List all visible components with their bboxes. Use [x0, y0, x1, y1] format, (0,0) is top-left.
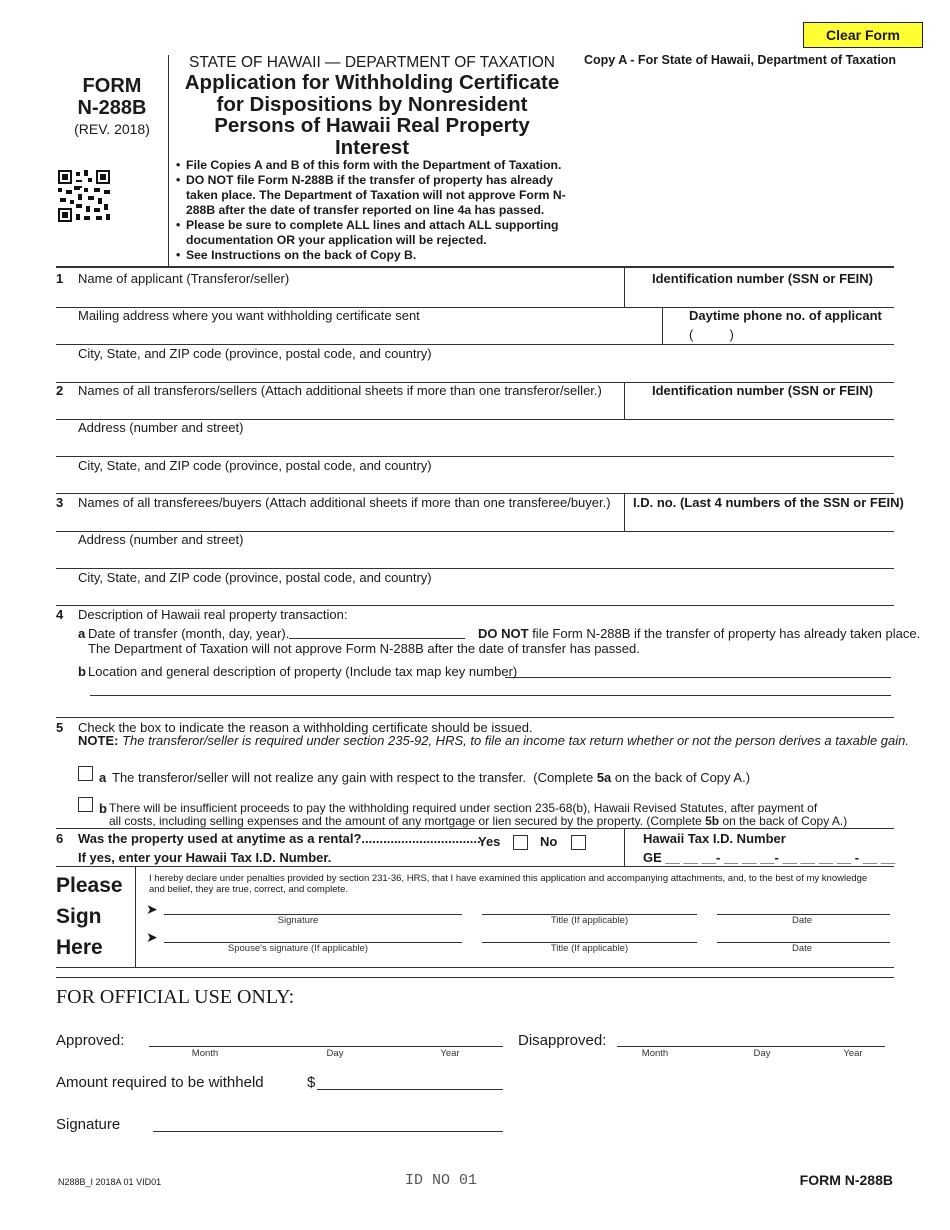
row-rule — [56, 456, 894, 457]
reason-5a-end: on the back of Copy A.) — [611, 770, 751, 785]
form-title — [170, 72, 574, 158]
reason-5b-ref: 5b — [705, 814, 720, 828]
transferee-id-input[interactable] — [632, 511, 894, 531]
property-location-input[interactable] — [506, 660, 894, 678]
form-number: N-288B — [77, 97, 147, 119]
header-rule — [56, 266, 894, 268]
title-input[interactable] — [483, 898, 700, 915]
footer-code: N288B_I 2018A 01 VID01 — [58, 1177, 162, 1187]
disapproved-label: Disapproved: — [518, 1032, 607, 1049]
day-caption: Day — [753, 1048, 771, 1059]
row-rule — [56, 967, 894, 968]
notice-text: file Form N-288B if the transfer of property has already taken place. — [532, 626, 921, 641]
row-rule — [56, 493, 894, 494]
transferor-city-input[interactable] — [78, 474, 894, 494]
note-text: The transferor/seller is required under section 235-92, HRS, to file an income tax return whether or not the person derives a taxable gain. — [122, 733, 909, 748]
here-text: Here — [56, 936, 103, 959]
instruction-item: • See Instructions on the back of Copy B. — [176, 248, 576, 263]
notice-bold: DO NOT — [478, 626, 529, 641]
rental-no-checkbox[interactable] — [571, 835, 586, 850]
tax-id-format[interactable]: GE __ __ __- __ __ __- __ __ __ __ - __ __ — [643, 850, 896, 865]
rental-yes-checkbox[interactable] — [513, 835, 528, 850]
address-label: Address (number and street) — [78, 420, 244, 435]
phone-label: Daytime phone no. of applicant — [689, 308, 882, 323]
applicant-id-label: Identification number (SSN or FEIN) — [652, 271, 874, 286]
form-id-block — [58, 75, 166, 139]
agency-name: STATE OF HAWAII — DEPARTMENT OF TAXATION — [189, 54, 555, 71]
transferees-label: Names of all transferees/buyers (Attach additional sheets if more than one transferee/buyer.) — [78, 495, 611, 510]
month-caption: Month — [641, 1048, 669, 1059]
row-rule — [56, 866, 894, 867]
line-number: 3 — [56, 495, 64, 510]
amount-input[interactable] — [318, 1071, 506, 1090]
reason-5a-main: The transferor/seller will not realize any gain with respect to the transfer. (Complete — [112, 770, 597, 785]
instructions-list — [176, 158, 576, 263]
reason-note — [78, 733, 909, 748]
spouse-date-input[interactable] — [718, 926, 893, 943]
title-line: Persons of Hawaii Real Property — [214, 114, 530, 137]
no-label: No — [540, 834, 558, 849]
line-number: 6 — [56, 831, 64, 846]
line-number: 2 — [56, 383, 64, 398]
instruction-item: • File Copies A and B of this form with the Department of Taxation. — [176, 158, 576, 173]
reason-5b-line2 — [109, 814, 847, 828]
transferors-input[interactable] — [78, 399, 622, 419]
transfer-date-input[interactable] — [290, 621, 468, 639]
transfer-date-label: Date of transfer (month, day, year). — [88, 626, 290, 641]
reason-5b-line1: There will be insufficient proceeds to pay the withholding required under section 235-68(b), Hawaii Revised Statutes, after payment of — [109, 801, 818, 815]
line-letter: a — [78, 626, 86, 641]
form-revision: (REV. 2018) — [74, 121, 150, 137]
row-rule — [56, 605, 894, 606]
address-label: Address (number and street) — [78, 532, 244, 547]
transferor-id-input[interactable] — [632, 399, 894, 419]
applicant-city-input[interactable] — [78, 362, 894, 382]
transferees-input[interactable] — [78, 511, 622, 531]
reason-5b-checkbox[interactable] — [78, 797, 93, 812]
spouse-signature-input[interactable] — [165, 926, 465, 943]
title-line: Interest — [334, 135, 410, 159]
approval-notice: The Department of Taxation will not approve Form N-288B after the date of transfer has passed. — [88, 641, 640, 656]
spouse-signature-caption: Spouse's signature (If applicable) — [227, 943, 369, 954]
property-location-label: Location and general description of property (Include tax map key number) — [88, 664, 518, 679]
transferor-address-input[interactable] — [78, 436, 894, 456]
line-letter: b — [78, 664, 86, 679]
dollar-sign: $ — [307, 1074, 316, 1091]
row-rule — [56, 828, 894, 829]
row-rule — [56, 344, 894, 345]
phone-area-code: ( ) — [689, 327, 734, 342]
footer-id: ID NO 01 — [405, 1172, 478, 1189]
phone-input[interactable] — [745, 325, 894, 345]
day-caption: Day — [326, 1048, 344, 1059]
official-signature-label: Signature — [56, 1116, 121, 1133]
official-signature-input[interactable] — [154, 1113, 506, 1132]
official-use-heading: FOR OFFICIAL USE ONLY: — [56, 986, 295, 1008]
reason-intro: Check the box to indicate the reason a withholding certificate should be issued. — [78, 720, 533, 735]
yes-label: Yes — [478, 834, 501, 849]
reason-5b-end: on the back of Copy A.) — [719, 814, 848, 828]
title-caption: Title (If applicable) — [550, 915, 629, 926]
reason-5a-ref: 5a — [596, 770, 612, 785]
transferor-id-label: Identification number (SSN or FEIN) — [652, 383, 874, 398]
applicant-name-input[interactable] — [78, 287, 622, 307]
row-rule — [56, 977, 894, 978]
divider — [135, 866, 136, 968]
date-caption: Date — [791, 943, 813, 954]
sign-text: Sign — [56, 905, 102, 928]
note-bold: NOTE: — [78, 733, 119, 748]
tax-id-instruction: If yes, enter your Hawaii Tax I.D. Number. — [78, 850, 332, 865]
row-rule — [56, 568, 894, 569]
city-label: City, State, and ZIP code (province, postal code, and country) — [78, 346, 432, 361]
transferee-id-label: I.D. no. (Last 4 numbers of the SSN or FEIN) — [633, 495, 904, 510]
year-caption: Year — [843, 1048, 863, 1059]
divider — [624, 828, 625, 866]
row-rule — [56, 717, 894, 718]
form-label: FORM — [82, 75, 142, 97]
applicant-id-input[interactable] — [632, 287, 894, 307]
date-caption: Date — [791, 915, 813, 926]
mailing-address-label: Mailing address where you want withholding certificate sent — [78, 308, 420, 323]
declaration-text: I hereby declare under penalties provided by section 231-36, HRS, that I have examined this application and accompanying attachments, and, to the best of my knowledge and belief, they are true, correct, and complete. — [149, 873, 868, 895]
clear-form-button[interactable]: Clear Form — [803, 22, 923, 48]
city-label: City, State, and ZIP code (province, postal code, and country) — [78, 570, 432, 585]
title-line: Application for Withholding Certificate — [184, 71, 560, 94]
transferors-label: Names of all transferors/sellers (Attach additional sheets if more than one transferor/seller.) — [78, 383, 602, 398]
date-input[interactable] — [718, 898, 893, 915]
divider — [624, 268, 625, 308]
divider — [624, 382, 625, 420]
city-label: City, State, and ZIP code (province, postal code, and country) — [78, 458, 432, 473]
arrow-icon: ➤ — [146, 929, 158, 945]
line-letter: b — [99, 801, 107, 816]
qr-code-icon — [58, 170, 110, 222]
line-letter: a — [99, 770, 107, 785]
divider — [624, 493, 625, 531]
instruction-item: • DO NOT file Form N-288B if the transfer of property has already taken place. The Department of Taxation will not approve Form N-288B after the date of transfer reported on line 4a has passed. — [176, 173, 576, 218]
transferee-city-input[interactable] — [78, 586, 894, 606]
approved-date-input[interactable] — [150, 1028, 506, 1047]
arrow-icon: ➤ — [146, 901, 158, 917]
title-line: for Dispositions by Nonresident — [216, 92, 528, 116]
line-number: 4 — [56, 607, 64, 622]
sign-here-heading — [56, 870, 123, 963]
reason-5b-main: all costs, including selling expenses and the amount of any mortgage or lien secured by the property. (Complete — [109, 814, 706, 828]
line-number: 5 — [56, 720, 64, 735]
month-caption: Month — [191, 1048, 219, 1059]
divider — [662, 308, 663, 344]
amount-withheld-label: Amount required to be withheld — [56, 1074, 264, 1091]
applicant-name-label: Name of applicant (Transferor/seller) — [78, 271, 290, 286]
rental-question: Was the property used at anytime as a rental?................................. — [78, 831, 481, 846]
footer-form-number: FORM N-288B — [799, 1172, 893, 1188]
header-divider — [168, 55, 169, 268]
tax-id-label: Hawaii Tax I.D. Number — [643, 831, 786, 846]
title-caption: Title (If applicable) — [550, 943, 629, 954]
reason-5a-checkbox[interactable] — [78, 766, 93, 781]
instruction-item: • Please be sure to complete ALL lines and attach ALL supporting documentation OR your application will be rejected. — [176, 218, 576, 248]
spouse-title-input[interactable] — [483, 926, 700, 943]
mailing-address-input[interactable] — [78, 324, 660, 344]
year-caption: Year — [440, 1048, 460, 1059]
property-desc-input[interactable] — [90, 678, 894, 696]
please-text: Please — [56, 874, 123, 897]
reason-5a-text — [112, 770, 750, 785]
line-number: 1 — [56, 271, 64, 286]
copy-a-label: Copy A - For State of Hawaii, Department of Taxation — [584, 53, 897, 67]
signature-caption: Signature — [277, 915, 319, 926]
transfer-date-notice — [478, 626, 920, 641]
disapproved-date-input[interactable] — [618, 1028, 888, 1047]
signature-input[interactable] — [165, 898, 465, 915]
approved-label: Approved: — [56, 1032, 125, 1049]
transferee-address-input[interactable] — [78, 548, 894, 568]
transaction-desc-label: Description of Hawaii real property transaction: — [78, 607, 348, 622]
